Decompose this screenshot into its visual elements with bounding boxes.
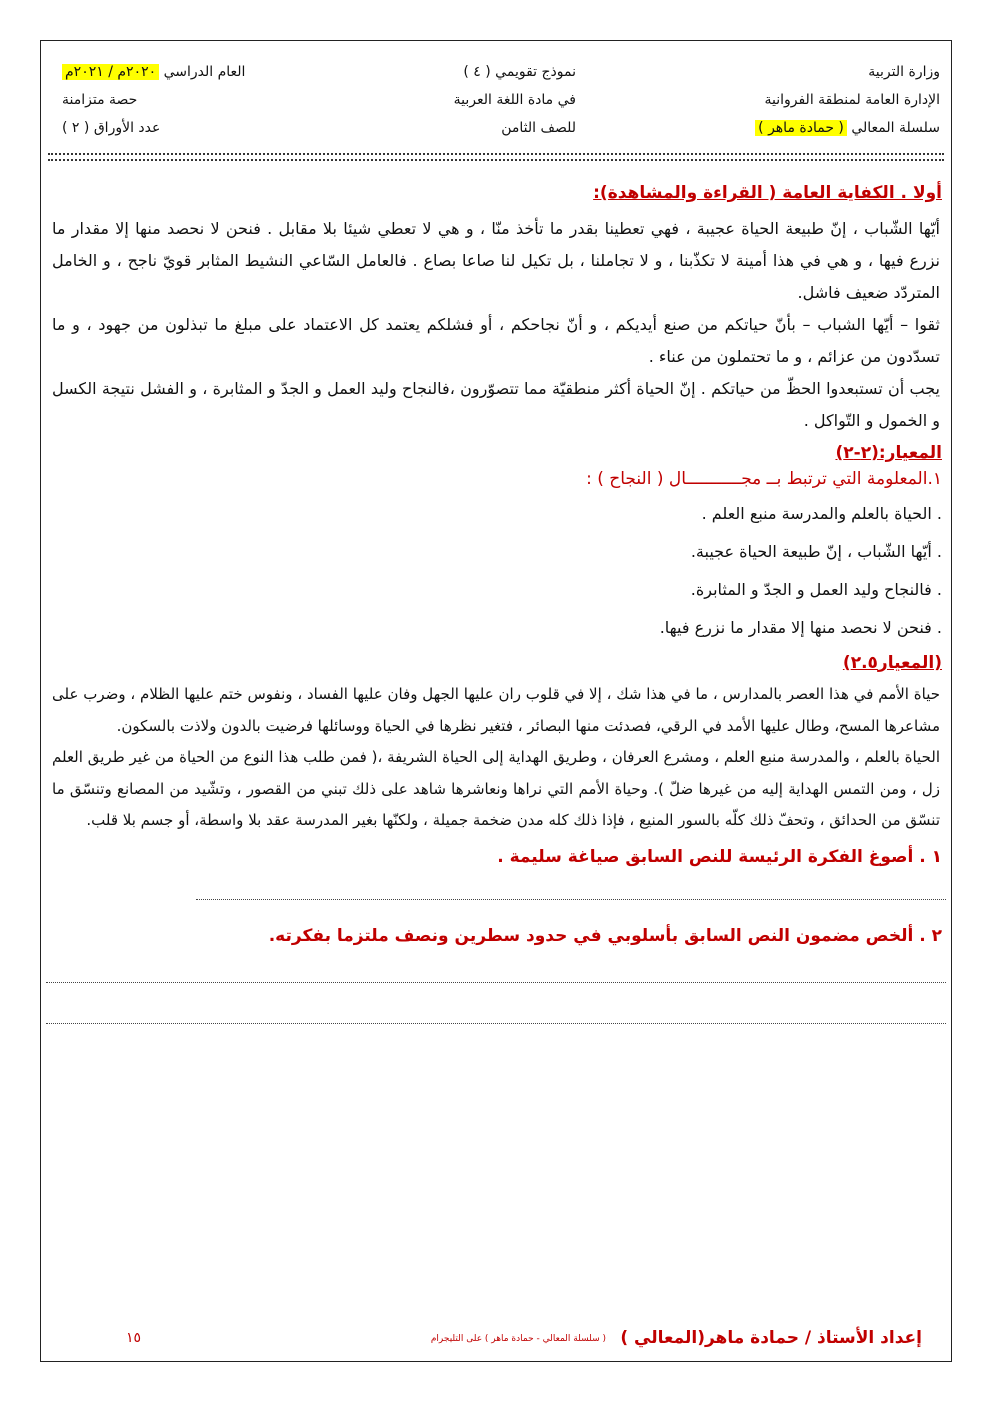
question-summary: ٢ . ألخص مضمون النص السابق بأسلوبي في حدود سطرين ونصف ملتزما بفكرته. bbox=[268, 925, 942, 946]
passage-1-paragraph: أيّها الشّباب ، إنّ طبيعة الحياة عجيبة ، فهي تعطينا بقدر ما تأخذ منّا ، و هي لا تعطي شيئا بلا مقابل . فنحن لا نحصد منها إلا مقدار ما نزرع فيها ، و هي في هذا أمينة لا تكذّبنا ، و لا تجاملنا ، بل تكيل لنا صاعا بصاع . فالعامل السّاعي النشيط المثابر قويّ ناجح ، و الخامل المتردّد ضعيف فاشل. bbox=[52, 219, 940, 302]
model-number: نموذج تقويمي ( ٤ ) bbox=[463, 64, 576, 80]
answer-options bbox=[46, 495, 946, 647]
page-number: ١٥ bbox=[126, 1330, 142, 1346]
question-prompt: ١.المعلومة التي ترتبط بــ مجـــــــــــال ( النجاح ) : bbox=[586, 469, 942, 489]
author-highlight: ( حمادة ماهر ) bbox=[755, 120, 847, 136]
answer-line[interactable] bbox=[46, 1001, 946, 1024]
answer-line[interactable] bbox=[196, 877, 946, 900]
passage-1-paragraph: ثقوا – أيّها الشباب – بأنّ حياتكم من صنع أيديكم ، و أنّ نجاحكم ، أو فشلكم يعتمد كل الاعتماد على مبلغ ما تبذلون من جهود ، و ما تسدّدون من عزائم ، و ما تحتملون من عناء . bbox=[52, 315, 940, 366]
grade-name: للصف الثامن bbox=[501, 120, 576, 136]
answer-option[interactable]: . الحياة بالعلم والمدرسة منبع العلم . bbox=[701, 504, 942, 523]
criterion-label: المعيار:(٢-٢) bbox=[835, 443, 942, 463]
academic-year: العام الدراسي ٢٠٢٠م / ٢٠٢١م bbox=[62, 58, 362, 86]
reading-passage-2 bbox=[52, 679, 940, 837]
district-name: الإدارة العامة لمنطقة الفروانية bbox=[764, 92, 940, 108]
criterion-label: (المعيار٢.٥) bbox=[842, 653, 942, 673]
answer-option[interactable]: . أيّها الشّباب ، إنّ طبيعة الحياة عجيبة. bbox=[690, 542, 942, 561]
header-year-column bbox=[62, 58, 362, 142]
answer-line[interactable] bbox=[46, 960, 946, 983]
header-ministry-column bbox=[640, 58, 940, 142]
section-title: أولا . الكفاية العامة ( القراءة والمشاهدة): bbox=[593, 183, 942, 203]
passage-2-paragraph: الحياة بالعلم ، والمدرسة منبع العلم ، ومشرع العرفان ، وطريق الهداية إلى الحياة الشريفة ،( فمن طلب هذا النوع من الحياة من غير طريق العلم زل ، ومن التمس الهداية إليه من غيرها ضلّ ). وحياة الأمم التي نراها ونعاشرها شاهد على ذلك تبني من القصور ، وتشّيد من المصانع وتنسّق ما تنسّق من الحدائق ، وتحفّ ذلك كلّه بالسور المنيع ، فإذا ذلك كله مدن ضخمة جميلة ، ولكنّها بغير المدرسة عقد بلا واسطة، أو جسم بلا قلب. bbox=[52, 748, 940, 829]
series-name: سلسلة المعالي ( حمادة ماهر ) bbox=[640, 114, 940, 142]
year-highlight: ٢٠٢٠م / ٢٠٢١م bbox=[62, 64, 159, 80]
passage-2-paragraph: حياة الأمم في هذا العصر بالمدارس ، ما في هذا شك ، إلا في قلوب ران عليها الجهل وفان عليها الفساد ، ونفوس ختم عليها الظلام ، وضرب على مشاعرها المسح، وطال عليها الأمد في الرقي، فصدئت منها البصائر ، فتغير نظرها في الحياة ووسائلها فرضيت بالدون ولاذت بالسكون. bbox=[52, 685, 940, 735]
session-type: حصة متزامنة bbox=[62, 92, 138, 108]
document-header bbox=[46, 48, 946, 153]
ministry-name: وزارة التربية bbox=[868, 64, 940, 80]
subject-name: في مادة اللغة العربية bbox=[453, 92, 576, 108]
answer-option[interactable]: . فالنجاح وليد العمل و الجدّ و المثابرة. bbox=[690, 580, 942, 599]
worksheet-page bbox=[46, 48, 946, 1024]
header-divider bbox=[48, 153, 944, 161]
footer-telegram: ( سلسلة المعالي - حمادة ماهر ) على التليجرام bbox=[430, 1334, 606, 1344]
answer-option[interactable]: . فنحن لا نحصد منها إلا مقدار ما نزرع فيها. bbox=[659, 618, 942, 637]
page-footer bbox=[46, 1328, 946, 1358]
page-count: عدد الأوراق ( ٢ ) bbox=[62, 120, 161, 136]
reading-passage-1 bbox=[52, 213, 940, 437]
footer-author: إعداد الأستاذ / حمادة ماهر(المعالي ) bbox=[620, 1328, 922, 1348]
question-main-idea: ١ . أصوغ الفكرة الرئيسة للنص السابق صياغة سليمة . bbox=[497, 846, 942, 867]
passage-1-paragraph: يجب أن تستبعدوا الحظّ من حياتكم . إنّ الحياة أكثر منطقيّة مما تتصوّرون ،فالنجاح وليد العمل و الجدّ و المثابرة ، و الفشل نتيجة الكسل و الخمول و التّواكل . bbox=[52, 379, 940, 430]
